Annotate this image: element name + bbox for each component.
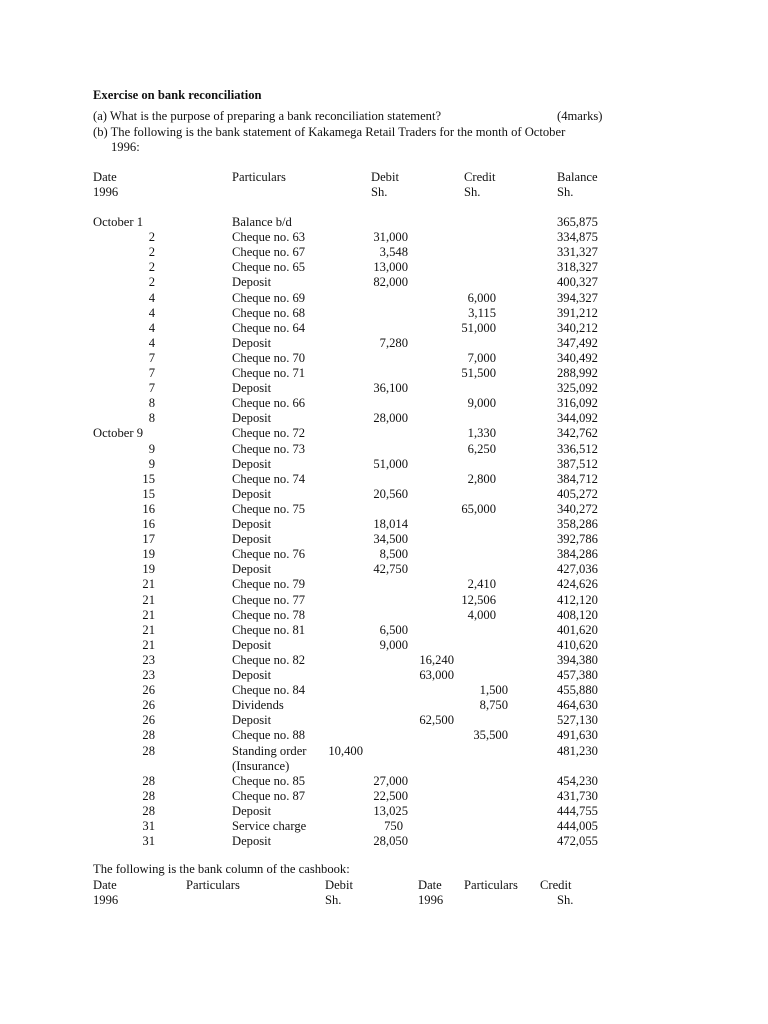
row-particulars: Deposit (232, 532, 272, 547)
row-balance: 444,755 (557, 803, 598, 818)
row-date: 31 (142, 819, 155, 833)
row-debit: 28,050 (373, 834, 408, 849)
row-date: 7 (148, 350, 155, 365)
row-credit: 1,500 (479, 683, 508, 698)
row-particulars: Deposit (232, 713, 272, 728)
row-debit: 31,000 (373, 230, 408, 245)
question-a-marks: (4marks) (557, 109, 603, 123)
row-balance: 365,875 (557, 215, 598, 229)
document-title: Exercise on bank reconciliation (93, 88, 262, 102)
row-particulars: Cheque no. 74 (232, 471, 306, 486)
row-balance: 427,036 (557, 562, 598, 577)
row-credit: 4,000 (467, 607, 496, 622)
row-credit: 6,000 (467, 290, 496, 305)
row-date: 8 (148, 396, 155, 411)
row-date: 2 (148, 275, 155, 290)
cashbook-header-date2: Date (418, 878, 442, 892)
row-date: 16 (142, 517, 155, 531)
row-balance: 394,380 (557, 652, 598, 667)
row-particulars: Deposit (232, 834, 272, 849)
row-particulars: Cheque no. 84 (232, 683, 306, 698)
row-date: 23 (142, 668, 155, 682)
row-particulars: Cheque no. 82 (232, 652, 306, 667)
row-balance: 444,005 (557, 819, 598, 833)
row-debit: 8,500 (379, 547, 408, 562)
row-particulars: Deposit (232, 275, 272, 290)
row-balance: 336,512 (557, 441, 598, 456)
row-debit: 28,000 (373, 411, 408, 426)
row-balance: 408,120 (557, 607, 598, 622)
row-balance: 288,992 (557, 366, 598, 380)
row-date: 15 (142, 486, 155, 501)
row-debit: 62,500 (419, 713, 454, 728)
header-debit: Debit (371, 170, 399, 184)
row-balance: 340,212 (557, 320, 598, 335)
row-credit: 2,800 (467, 471, 496, 486)
row-date: 16 (142, 501, 155, 516)
cashbook-header-credit: Credit (540, 878, 572, 892)
row-particulars: Cheque no. 87 (232, 788, 306, 803)
row-particulars: Cheque no. 67 (232, 245, 306, 260)
row-balance: 325,092 (557, 381, 598, 396)
row-balance: 358,286 (557, 517, 598, 531)
row-particulars: Cheque no. 75 (232, 501, 306, 516)
row-date: 21 (142, 622, 155, 637)
question-b-line2: 1996: (111, 140, 140, 154)
row-date: 9 (148, 456, 155, 471)
cashbook-header-debit: Debit (325, 878, 353, 892)
question-a-text: (a) What is the purpose of preparing a bank reconciliation statement? (93, 109, 442, 123)
row-particulars: Deposit (232, 335, 272, 350)
row-particulars: Cheque no. 65 (232, 260, 306, 275)
row-date: 4 (148, 320, 155, 335)
row-credit: 6,250 (467, 441, 496, 456)
row-debit: 63,000 (419, 668, 454, 682)
row-particulars: Cheque no. 70 (232, 350, 306, 365)
row-debit: 34,500 (373, 532, 408, 547)
row-credit: 3,115 (468, 305, 496, 320)
row-particulars: Service charge (232, 819, 307, 833)
row-particulars: Deposit (232, 456, 272, 471)
row-date: 26 (142, 698, 155, 713)
row-balance: 431,730 (557, 788, 598, 803)
row-balance: 391,212 (557, 305, 598, 320)
row-balance: 340,272 (557, 501, 598, 516)
row-debit: 10,400 (328, 743, 363, 758)
row-date: 28 (142, 743, 155, 758)
row-date: 21 (142, 607, 155, 622)
row-balance: 331,327 (557, 245, 598, 260)
row-date: 31 (142, 834, 155, 849)
row-particulars: Cheque no. 85 (232, 773, 306, 788)
row-balance: 464,630 (557, 698, 598, 713)
question-b-line1: (b) The following is the bank statement of Kakamega Retail Traders for the month of October (93, 125, 566, 139)
row-debit: 3,548 (379, 245, 408, 260)
row-debit: 13,000 (373, 260, 408, 275)
header-debit-unit: Sh. (371, 185, 388, 199)
cashbook-header-credit-unit: Sh. (557, 893, 574, 907)
row-date: 7 (148, 366, 155, 380)
row-debit: 42,750 (373, 562, 408, 577)
row-date: 2 (148, 245, 155, 260)
row-debit: 750 (384, 819, 403, 833)
row-date: 28 (142, 788, 155, 803)
row-date: 17 (142, 532, 155, 547)
row-date: 4 (148, 305, 155, 320)
row-particulars: Cheque no. 71 (232, 366, 306, 380)
row-credit: 8,750 (479, 698, 508, 713)
row-balance: 401,620 (557, 622, 598, 637)
row-particulars: Deposit (232, 411, 272, 426)
row-balance: 424,626 (557, 577, 598, 592)
row-debit: 22,500 (373, 788, 408, 803)
row-particulars: Cheque no. 64 (232, 320, 306, 335)
row-debit: 13,025 (373, 803, 408, 818)
cashbook-intro: The following is the bank column of the cashbook: (93, 862, 350, 876)
row-date: 19 (142, 562, 155, 577)
row-date: October 1 (93, 215, 144, 229)
header-date-year: 1996 (93, 185, 119, 199)
row-credit: 51,000 (461, 320, 496, 335)
row-particulars: Cheque no. 79 (232, 577, 306, 592)
row-credit: 51,500 (461, 366, 496, 380)
row-balance: 316,092 (557, 396, 598, 411)
row-balance: 410,620 (557, 637, 598, 652)
row-particulars: Cheque no. 76 (232, 547, 306, 562)
cashbook-header-particulars: Particulars (186, 878, 240, 892)
row-credit: 65,000 (461, 501, 496, 516)
row-date: 21 (142, 577, 155, 592)
row-balance: 491,630 (557, 728, 598, 743)
row-particulars: Deposit (232, 486, 272, 501)
header-date: Date (93, 170, 117, 184)
row-balance: 400,327 (557, 275, 598, 290)
row-particulars: Cheque no. 66 (232, 396, 306, 411)
row-particulars: Standing order (232, 743, 307, 758)
row-debit: 20,560 (373, 486, 408, 501)
row-balance: 344,092 (557, 411, 598, 426)
row-credit: 9,000 (467, 396, 496, 411)
row-date: 26 (142, 713, 155, 728)
row-date: 26 (142, 683, 155, 698)
row-particulars: Cheque no. 88 (232, 728, 306, 743)
row-credit: 12,506 (461, 592, 496, 607)
row-debit: 18,014 (373, 517, 408, 531)
row-date: 7 (148, 381, 155, 396)
row-particulars: Deposit (232, 803, 272, 818)
row-debit: 82,000 (373, 275, 408, 290)
header-balance-unit: Sh. (557, 185, 574, 199)
row-debit: 16,240 (419, 652, 454, 667)
row-balance: 340,492 (557, 350, 598, 365)
row-balance: 334,875 (557, 230, 598, 245)
row-date: 28 (142, 803, 155, 818)
row-credit: 1,330 (467, 426, 496, 441)
row-credit: 7,000 (467, 350, 496, 365)
header-particulars: Particulars (232, 170, 286, 184)
row-particulars: Cheque no. 72 (232, 426, 306, 441)
row-date: 4 (148, 335, 155, 350)
row-date: October 9 (93, 426, 144, 441)
row-date: 2 (148, 260, 155, 275)
row-date: 8 (148, 411, 155, 426)
row-debit: 51,000 (373, 456, 408, 471)
row-balance: 318,327 (557, 260, 598, 275)
header-balance: Balance (557, 170, 598, 184)
row-particulars: Cheque no. 68 (232, 305, 306, 320)
row-particulars: Deposit (232, 562, 272, 577)
header-credit-unit: Sh. (464, 185, 481, 199)
row-balance: 454,230 (557, 773, 598, 788)
row-particulars: Balance b/d (232, 215, 292, 229)
row-date: 21 (142, 592, 155, 607)
row-date: 21 (142, 637, 155, 652)
row-particulars: Deposit (232, 517, 272, 531)
row-date: 23 (142, 652, 155, 667)
row-particulars: Cheque no. 81 (232, 622, 306, 637)
row-particulars-continued: (Insurance) (232, 758, 290, 773)
row-particulars: Cheque no. 73 (232, 441, 306, 456)
cashbook-header-date: Date (93, 878, 117, 892)
row-particulars: Deposit (232, 637, 272, 652)
row-particulars: Dividends (232, 698, 284, 713)
row-date: 15 (142, 471, 155, 486)
cashbook-header-date-year: 1996 (93, 893, 119, 907)
row-date: 19 (142, 547, 155, 562)
row-date: 28 (142, 728, 155, 743)
row-particulars: Deposit (232, 381, 272, 396)
row-particulars: Cheque no. 63 (232, 230, 306, 245)
row-particulars: Deposit (232, 668, 272, 682)
row-debit: 27,000 (373, 773, 408, 788)
row-balance: 392,786 (557, 532, 598, 547)
row-balance: 472,055 (557, 834, 598, 849)
row-date: 28 (142, 773, 155, 788)
row-credit: 2,410 (467, 577, 496, 592)
row-particulars: Cheque no. 77 (232, 592, 306, 607)
row-date: 9 (148, 441, 155, 456)
row-balance: 384,286 (557, 547, 598, 562)
row-balance: 412,120 (557, 592, 598, 607)
row-balance: 527,130 (557, 713, 598, 728)
row-debit: 9,000 (379, 637, 408, 652)
row-credit: 35,500 (473, 728, 508, 743)
header-credit: Credit (464, 170, 496, 184)
cashbook-header-date2-year: 1996 (418, 893, 444, 907)
row-debit: 36,100 (373, 381, 408, 396)
row-balance: 481,230 (557, 743, 598, 758)
row-particulars: Cheque no. 69 (232, 290, 306, 305)
cashbook-header-debit-unit: Sh. (325, 893, 342, 907)
row-debit: 7,280 (379, 335, 408, 350)
row-particulars: Cheque no. 78 (232, 607, 306, 622)
row-date: 2 (148, 230, 155, 245)
row-balance: 405,272 (557, 486, 598, 501)
row-balance: 347,492 (557, 335, 598, 350)
cashbook-header-particulars2: Particulars (464, 878, 518, 892)
row-balance: 387,512 (557, 456, 598, 471)
row-balance: 455,880 (557, 683, 598, 698)
row-balance: 384,712 (557, 471, 598, 486)
row-date: 4 (148, 290, 155, 305)
row-balance: 457,380 (557, 668, 598, 682)
row-balance: 342,762 (557, 426, 598, 441)
row-debit: 6,500 (379, 622, 408, 637)
row-balance: 394,327 (557, 290, 598, 305)
